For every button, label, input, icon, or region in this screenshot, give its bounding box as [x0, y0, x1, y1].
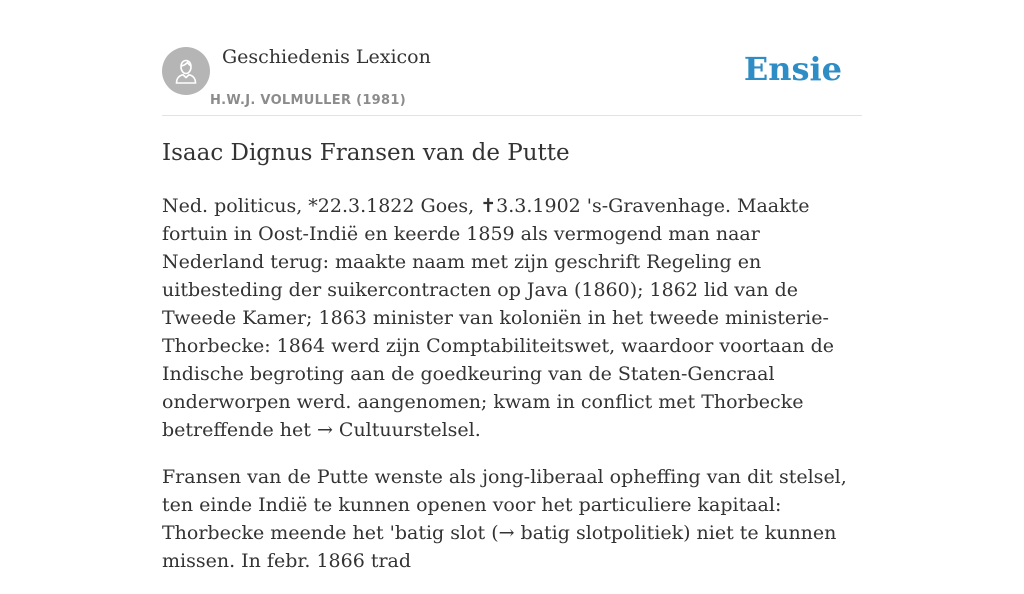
article-body: [162, 192, 862, 594]
source-header: [162, 0, 862, 116]
page: [162, 0, 862, 572]
source-title[interactable]: Geschiedenis Lexicon: [222, 46, 431, 68]
paragraph: Fransen van de Putte wenste als jong-liberaal opheffing van dit stelsel, ten einde Indië te kunnen openen voor het particuliere kapitaal: Thorbecke meende het 'batig slot (→ batig slotpolitiek) niet te kunnen missen. In febr. 1866 trad: [162, 466, 847, 572]
page-title: Isaac Dignus Fransen van de Putte: [162, 140, 570, 166]
user-icon: [171, 56, 201, 86]
brand-logo[interactable]: Ensie: [743, 50, 842, 88]
author-label[interactable]: H.W.J. VOLMULLER (1981): [210, 93, 406, 108]
avatar[interactable]: [162, 47, 210, 95]
paragraph: Ned. politicus, *22.3.1822 Goes, ✝3.3.1902 's-Gravenhage. Maakte fortuin in Oost-Indië en keerde 1859 als vermogend man naar Nederland terug: maakte naam met zijn geschrift Regeling en uitbesteding der suikercontracten op Java (1860); 1862 lid van de Tweede Kamer; 1863 minister van koloniën in het tweede ministerie-Thorbecke: 1864 werd zijn Comptabiliteitswet, waardoor voortaan de Indische begroting aan de goedkeuring van de Staten-Gencraal onderworpen werd. aangenomen; kwam in conflict met Thorbecke betreffende het → Cultuurstelsel.: [162, 195, 835, 441]
